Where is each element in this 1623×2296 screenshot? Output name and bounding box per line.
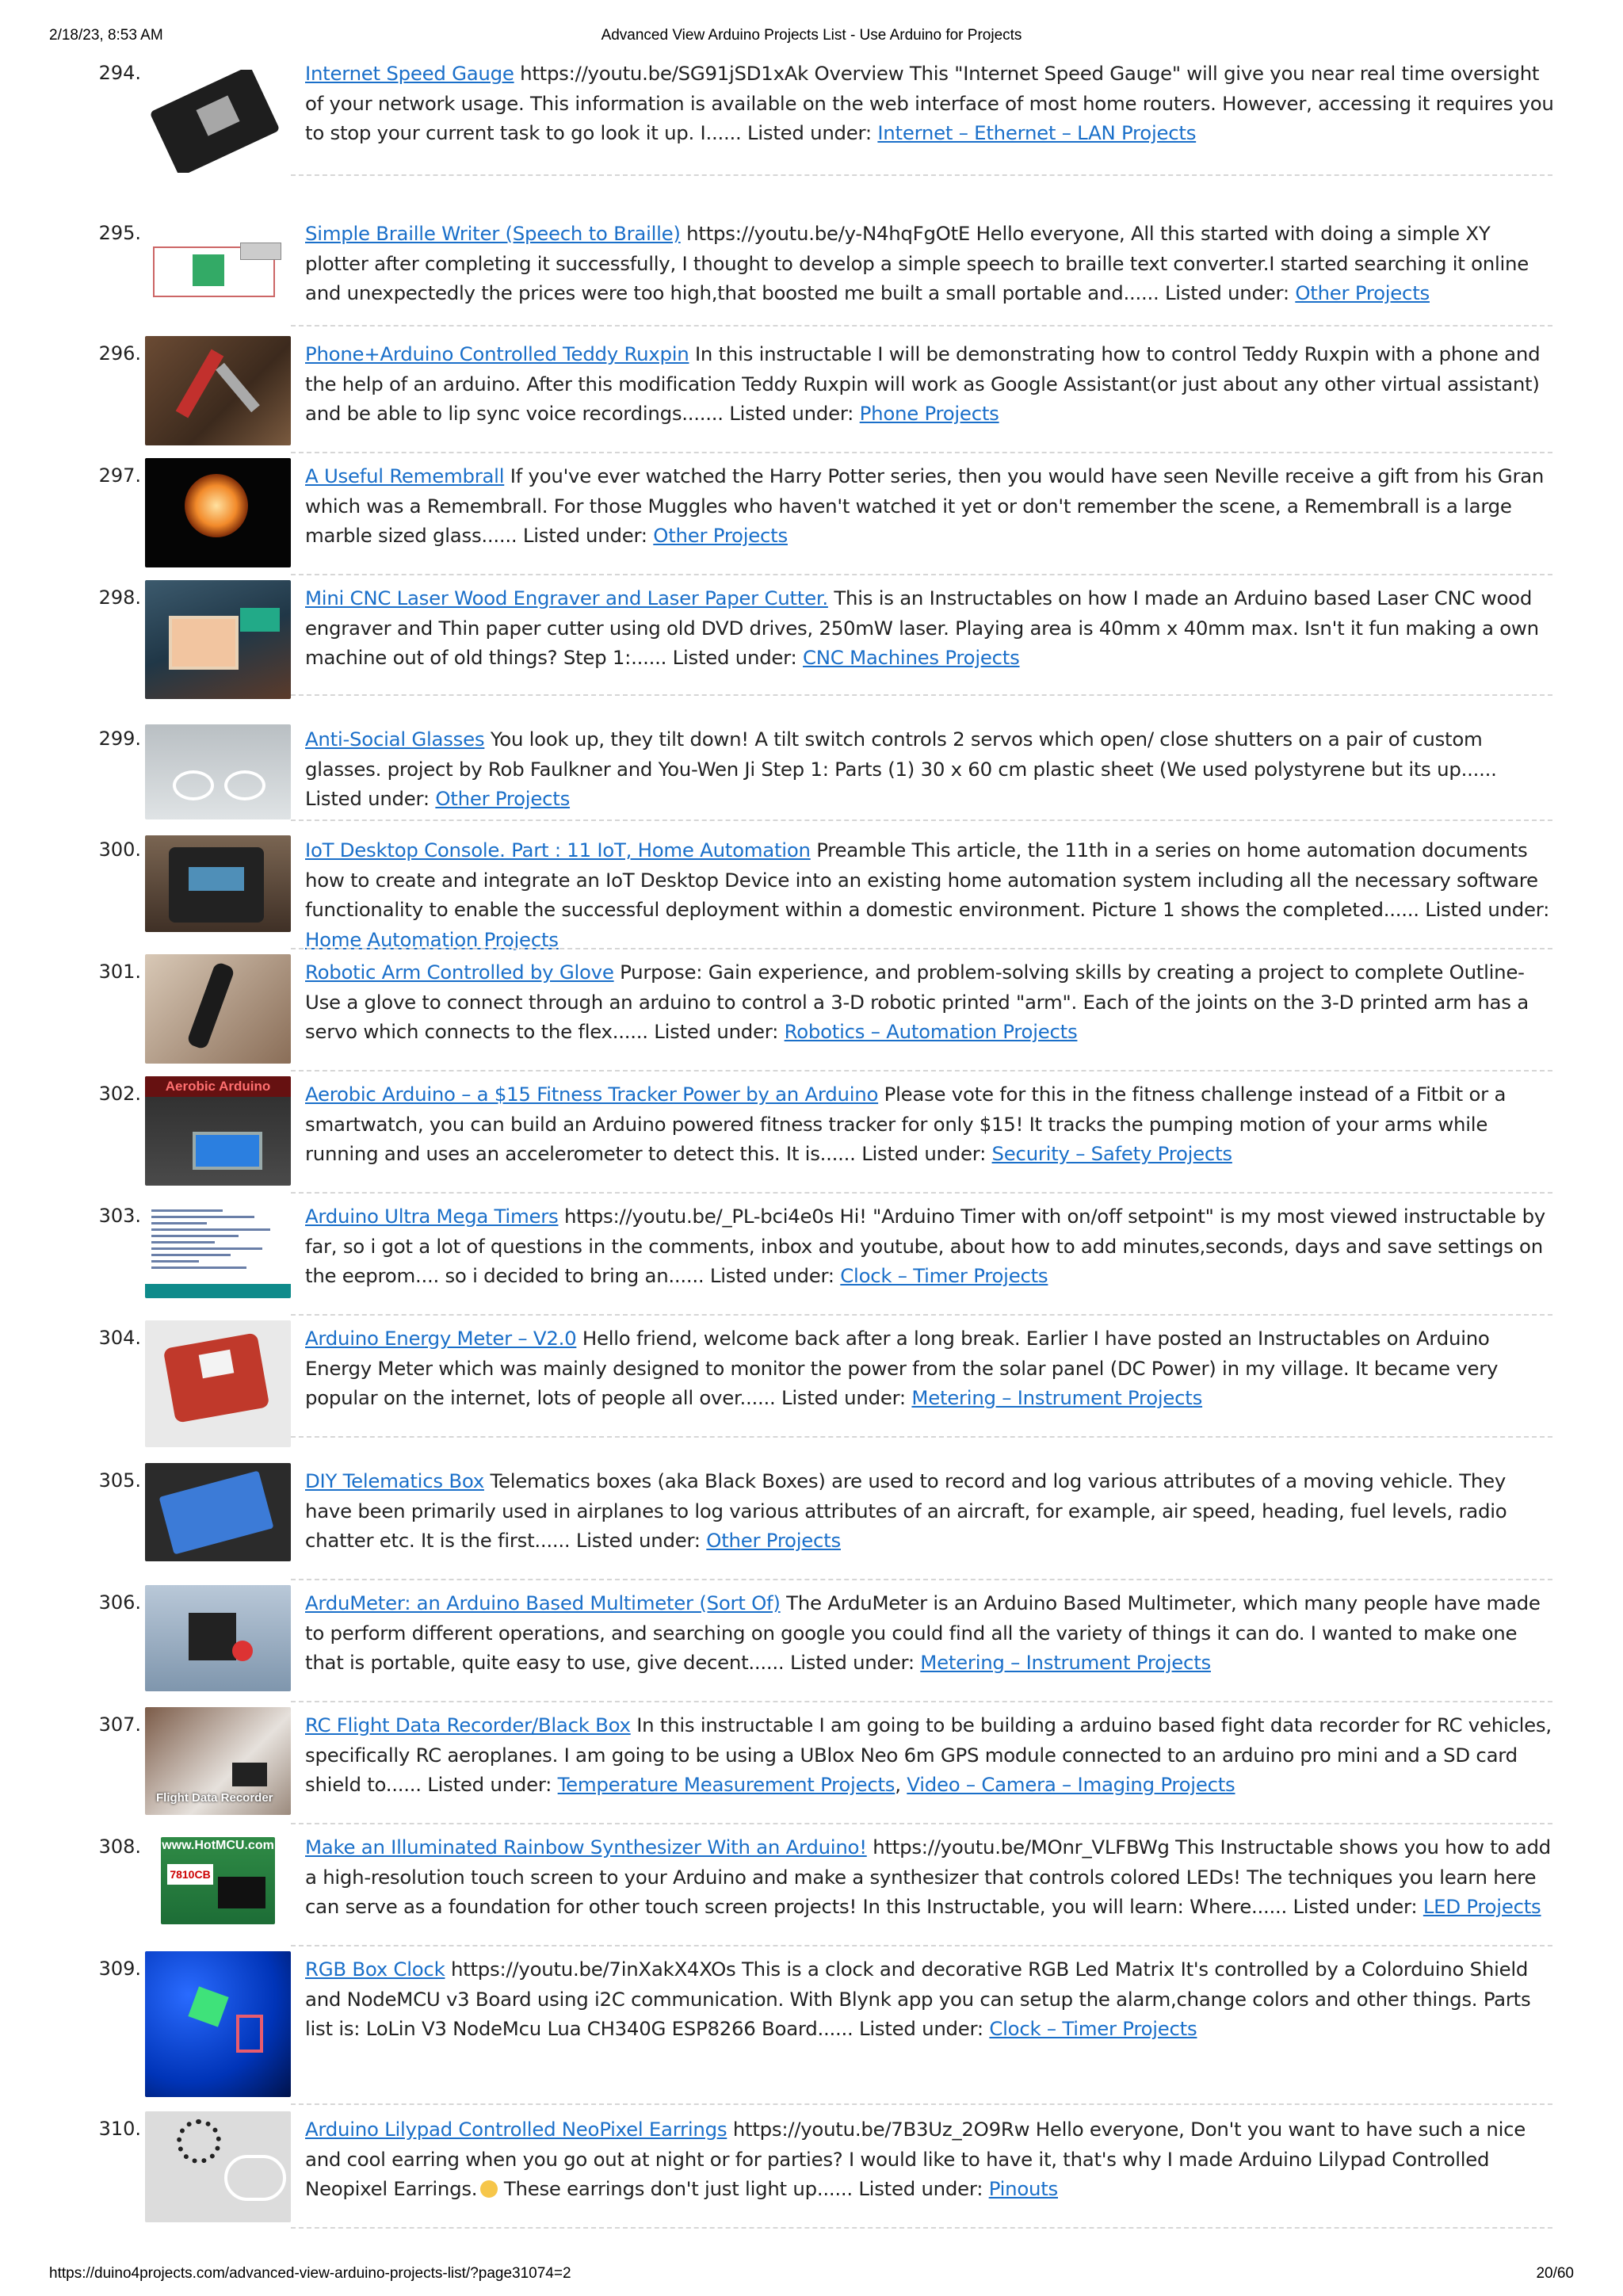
category-link[interactable]: Clock – Timer Projects (989, 2017, 1197, 2040)
item-text: Simple Braille Writer (Speech to Braille) https://youtu.be/y-N4hqFgOtE Hello everyone, All this started with doing a simple XY plotter after completing it successfully, I thought to develop a simple speech to braille text converter.I started searching it online and unexpectedly the prices were too high,that boosted me built a small portable and...... Listed under: Other Projects (305, 222, 1529, 304)
item-title-link[interactable]: Arduino Energy Meter – V2.0 (305, 1327, 577, 1350)
item-text: Internet Speed Gauge https://youtu.be/SG91jSD1xAk Overview This "Internet Speed Gauge" will give you near real time oversight of your network usage. This information is available on the web interface of most home routers. However, accessing it requires you to stop your current task to go look it up. I...... Listed under: Internet – Ethernet – LAN Projects (305, 62, 1554, 144)
item-text: Robotic Arm Controlled by Glove Purpose: Gain experience, and problem-solving skills by creating a project to complete Outline- Use a glove to connect through an arduino to control a 3-D robotic printed "arm". Each of the joints on the 3-D printed arm has a servo which connects to the flex...... Listed under: Robotics – Automation Projects (305, 961, 1529, 1043)
category-link[interactable]: Robotics – Automation Projects (784, 1020, 1078, 1043)
separator (291, 1945, 1552, 1946)
glasses-icon[interactable] (145, 724, 291, 819)
item-title-link[interactable]: Arduino Ultra Mega Timers (305, 1205, 559, 1228)
cnc-engraver-icon[interactable] (145, 580, 291, 699)
category-link[interactable]: Metering – Instrument Projects (920, 1651, 1211, 1674)
item-title-link[interactable]: Aerobic Arduino – a $15 Fitness Tracker Power by an Arduino (305, 1083, 879, 1106)
robotic-arm-icon[interactable] (145, 954, 291, 1064)
category-link-2[interactable]: Video – Camera – Imaging Projects (907, 1773, 1235, 1796)
separator (291, 1579, 1552, 1580)
item-number: 304. (98, 1327, 141, 1349)
item-number: 295. (98, 222, 141, 244)
separator (291, 694, 1552, 696)
flight-recorder-icon[interactable]: Flight Data Recorder (145, 1707, 291, 1815)
category-link[interactable]: LED Projects (1423, 1895, 1541, 1918)
synthesizer-board-icon[interactable]: www.HotMCU.com 7810CB (161, 1837, 275, 1924)
category-link[interactable]: Other Projects (435, 787, 571, 810)
category-link[interactable]: Phone Projects (859, 402, 999, 425)
item-text: IoT Desktop Console. Part : 11 IoT, Home Automation Preamble This article, the 11th in a series on home automation documents how to create and integrate an IoT Desktop Device into an existing home automation system including all the necessary software functionality to enable the successful deployment within a domestic environment. Picture 1 shows the completed...... Listed under: Home Automation Projects (305, 839, 1550, 951)
item-text: Aerobic Arduino – a $15 Fitness Tracker Power by an Arduino Please vote for this in the fitness challenge instead of a Fitbit or a smartwatch, you can build an Arduino powered fitness tracker for only $15! It tracks the pumping motion of your arms while running and uses an accelerometer to detect this. It is...... Listed under: Security – Safety Projects (305, 1083, 1507, 1165)
category-link[interactable]: Other Projects (653, 524, 788, 547)
item-number: 294. (98, 62, 141, 84)
item-title-link[interactable]: Arduino Lilypad Controlled NeoPixel Earrings (305, 2118, 727, 2141)
multimeter-icon[interactable] (145, 1585, 291, 1691)
separator (291, 1701, 1552, 1702)
item-number: 305. (98, 1469, 141, 1492)
category-link[interactable]: CNC Machines Projects (803, 646, 1020, 669)
code-screenshot-icon[interactable] (145, 1205, 291, 1298)
item-title-link[interactable]: Mini CNC Laser Wood Engraver and Laser Paper Cutter. (305, 586, 828, 609)
item-text: Arduino Ultra Mega Timers https://youtu.be/_PL-bci4e0s Hi! "Arduino Timer with on/off setpoint" is my most viewed instructable by far, so i got a lot of questions in the comments, inbox and youtube, about how to add minutes,seconds, days and save settings on the eeprom.... so i decided to bring an...... Listed under: Clock – Timer Projects (305, 1205, 1545, 1287)
smiley-emoji-icon (480, 2180, 498, 2198)
item-number: 296. (98, 342, 141, 365)
item-number: 303. (98, 1205, 141, 1227)
item-text: Anti-Social Glasses You look up, they tilt down! A tilt switch controls 2 servos which open/ close shutters on a pair of custom glasses. project by Rob Faulkner and You-Wen Ji Step 1: Parts (1) 30 x 60 cm plastic sheet (We used polystyrene but its up...... Listed under: Other Projects (305, 728, 1497, 810)
item-text: Mini CNC Laser Wood Engraver and Laser Paper Cutter. This is an Instructables on how I made an Arduino based Laser CNC wood engraver and Thin paper cutter using old DVD drives, 250mW laser. Playing area is 40mm x 40mm max. Isn't it fun making a own machine out of old things? Step 1:...... Listed under: CNC Machines Projects (305, 586, 1539, 669)
item-text: DIY Telematics Box Telematics boxes (aka Black Boxes) are used to record and log various attributes of a moving vehicle. They have been primarily used in airplanes to log various attributes of an aircraft, for example, air speed, heading, fuel levels, radio chatter etc. It is the first...... Listed under: Other Projects (305, 1469, 1507, 1552)
item-title-link[interactable]: Robotic Arm Controlled by Glove (305, 961, 614, 984)
item-number: 306. (98, 1591, 141, 1614)
item-text: ArduMeter: an Arduino Based Multimeter (Sort Of) The ArduMeter is an Arduino Based Multimeter, which many people have made to perform different operations, and searching on google you could find all the variety of things it can do. I wanted to make one that is portable, quite easy to use, give decent...... Listed under: Metering – Instrument Projects (305, 1591, 1541, 1674)
circuit-diagram-icon[interactable] (145, 227, 291, 314)
item-title-link[interactable]: DIY Telematics Box (305, 1469, 484, 1492)
item-number: 307. (98, 1713, 141, 1736)
item-text: Arduino Lilypad Controlled NeoPixel Earrings https://youtu.be/7B3Uz_2O9Rw Hello everyone, Don't you want to have such a nice and cool earring when you go out at night or for parties? I would like to have it, that's why I made Arduino Lilypad Controlled Neopixel Earrings. These earrings don't just light up...... Listed under: Pinouts (305, 2118, 1526, 2200)
item-number: 299. (98, 728, 141, 750)
item-title-link[interactable]: Phone+Arduino Controlled Teddy Ruxpin (305, 342, 689, 365)
separator (291, 1436, 1552, 1438)
earrings-icon[interactable] (145, 2111, 291, 2222)
energy-meter-icon[interactable] (145, 1320, 291, 1447)
item-number: 309. (98, 1958, 141, 1980)
item-title-link[interactable]: A Useful Remembrall (305, 464, 505, 487)
separator (291, 2103, 1552, 2105)
print-date: 2/18/23, 8:53 AM (49, 27, 163, 44)
item-number: 300. (98, 839, 141, 861)
separator (291, 452, 1552, 453)
print-header (49, 27, 1574, 51)
separator (291, 174, 1552, 176)
item-text: Arduino Energy Meter – V2.0 Hello friend, welcome back after a long break. Earlier I have posted an Instructables on Arduino Energy Meter which was mainly designed to monitor the power from the solar panel (DC Power) in my village. It became very popular on the internet, lots of people all over...... Listed under: Metering – Instrument Projects (305, 1327, 1499, 1409)
item-text: RC Flight Data Recorder/Black Box In this instructable I am going to be building a arduino based fight data recorder for RC vehicles, specifically RC aeroplanes. I am going to be using a UBlox Neo 6m GPS module connected to an arduino pro mini and a SD card shield to...... Listed under: Temperature Measurement Projects, Video – Camera – Imaging Projects (305, 1713, 1552, 1796)
item-number: 308. (98, 1836, 141, 1858)
item-title-link[interactable]: Anti-Social Glasses (305, 728, 485, 751)
print-title: Advanced View Arduino Projects List - Use Arduino for Projects (601, 27, 1022, 44)
telematics-box-icon[interactable] (145, 1463, 291, 1561)
item-title-link[interactable]: RGB Box Clock (305, 1958, 445, 1981)
item-title-link[interactable]: Make an Illuminated Rainbow Synthesizer With an Arduino! (305, 1836, 867, 1859)
category-link[interactable]: Temperature Measurement Projects (557, 1773, 896, 1796)
separator (291, 325, 1552, 327)
separator (291, 2227, 1552, 2229)
item-text: Make an Illuminated Rainbow Synthesizer With an Arduino! https://youtu.be/MOnr_VLFBWg This Instructable shows you how to add a high-resolution touch screen to your Arduino and make a synthesizer that controls colored LEDs! The techniques you learn here can serve as a foundation for other touch screen projects! In this Instructable, you will learn: Where...... Listed under: LED Projects (305, 1836, 1551, 1918)
item-title-link[interactable]: Simple Braille Writer (Speech to Braille) (305, 222, 681, 245)
item-text: A Useful Remembrall If you've ever watched the Harry Potter series, then you would have seen Neville receive a gift from his Gran which was a Remembrall. For those Muggles who haven't watched it yet or don't remember the scene, a Remembrall is a large marble sized glass...... Listed under: Other Projects (305, 464, 1545, 547)
category-link[interactable]: Pinouts (988, 2177, 1058, 2200)
separator (291, 819, 1552, 821)
separator (291, 574, 1552, 575)
item-title-link[interactable]: RC Flight Data Recorder/Black Box (305, 1713, 631, 1736)
category-link[interactable]: Internet – Ethernet – LAN Projects (877, 121, 1197, 144)
category-link[interactable]: Other Projects (706, 1529, 841, 1552)
glowing-orb-icon[interactable] (145, 458, 291, 567)
item-text: RGB Box Clock https://youtu.be/7inXakX4XOs This is a clock and decorative RGB Led Matrix It's controlled by a Colorduino Shield and NodeMCU v3 Board using i2C communication. With Blynk app you can setup the alarm,change colors and other things. Parts list is: LoLin V3 NodeMcu Lua CH340G ESP8266 Board...... Listed under: Clock – Timer Projects (305, 1958, 1531, 2040)
rgb-clock-icon[interactable] (145, 1951, 291, 2097)
fitness-tracker-icon[interactable]: Aerobic Arduino (145, 1076, 291, 1186)
item-title-link[interactable]: IoT Desktop Console. Part : 11 IoT, Home Automation (305, 839, 811, 861)
item-number: 297. (98, 464, 141, 487)
print-url: https://duino4projects.com/advanced-view-arduino-projects-list/?page31074=2 (49, 2265, 571, 2282)
separator (291, 948, 1552, 949)
category-link[interactable]: Other Projects (1295, 281, 1430, 304)
item-number: 301. (98, 961, 141, 983)
tools-icon[interactable] (145, 336, 291, 445)
separator (291, 1070, 1552, 1072)
item-number: 302. (98, 1083, 141, 1105)
esp32-board-icon[interactable] (145, 70, 291, 173)
item-number: 298. (98, 586, 141, 609)
item-text: Phone+Arduino Controlled Teddy Ruxpin In this instructable I will be demonstrating how to control Teddy Ruxpin with a phone and the help of an arduino. After this modification Teddy Ruxpin will work as Google Assistant(or just about any other virtual assistant) and be able to lip sync voice recordings....... Listed under: Phone Projects (305, 342, 1541, 425)
item-title-link[interactable]: Internet Speed Gauge (305, 62, 514, 85)
category-link[interactable]: Clock – Timer Projects (840, 1264, 1048, 1287)
item-title-link[interactable]: ArduMeter: an Arduino Based Multimeter (Sort Of) (305, 1591, 781, 1614)
separator (291, 1823, 1552, 1824)
print-footer (49, 2265, 1574, 2289)
item-number: 310. (98, 2118, 141, 2140)
separator (291, 1192, 1552, 1194)
desktop-console-icon[interactable] (145, 835, 291, 932)
page-counter: 20/60 (1536, 2265, 1574, 2282)
category-link[interactable]: Metering – Instrument Projects (911, 1386, 1203, 1409)
category-link[interactable]: Home Automation Projects (305, 927, 559, 951)
category-link[interactable]: Security – Safety Projects (991, 1142, 1232, 1165)
separator (291, 1314, 1552, 1316)
